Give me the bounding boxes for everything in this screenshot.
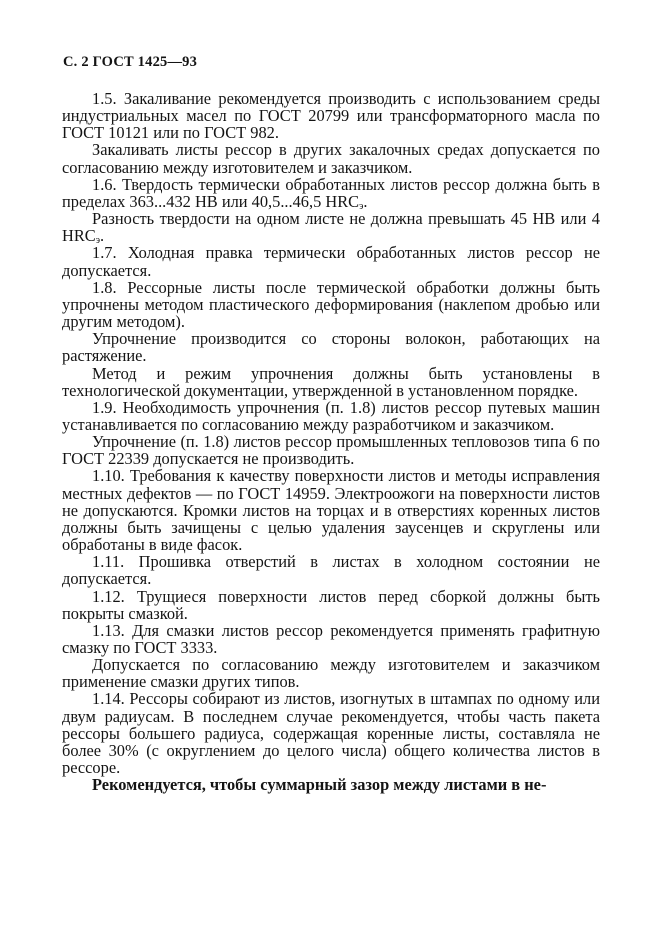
clause-1-5-note: Закаливать листы рессор в других закалочных средах допускается по согласованию между изготовителем и заказчиком. xyxy=(62,140,600,177)
clause-1-8-note-2: Метод и режим упрочнения должны быть установлены в технологической документации, утвержденной в установленном порядке. xyxy=(62,363,600,400)
clause-1-6-note xyxy=(62,209,600,247)
clause-1-14: 1.14. Рессоры собирают из листов, изогнутых в штампах по одному или двум радиусам. В последнем случае рекомендуется, чтобы часть пакета рессоры большего радиуса, содержащая коренные листы, составляла не более 30% (с округлением до целого числа) общего количества листов в рессоре. xyxy=(62,689,600,778)
clause-1-14-note: Рекомендуется, чтобы суммарный зазор между листами в не- xyxy=(92,775,547,795)
clause-1-9: 1.9. Необходимость упрочнения (п. 1.8) листов рессор путевых машин устанавливается по согласованию между разработчиком и заказчиком. xyxy=(62,397,600,434)
clause-1-9-note: Упрочнение (п. 1.8) листов рессор промышленных тепловозов типа 6 по ГОСТ 22339 допускается не производить. xyxy=(62,432,600,469)
clause-1-6-note-text: Разность твердости на одном листе не должна превышать 45 НВ или 4 HRC xyxy=(62,209,600,246)
clause-1-8-note-1: Упрочнение производится со стороны волокон, работающих на растяжение. xyxy=(62,329,600,366)
clause-1-6-text: 1.6. Твердость термически обработанных листов рессор должна быть в пределах 363...432 НВ или 40,5...46,5 HRC xyxy=(62,174,600,211)
hrc-subscript: э xyxy=(95,235,100,247)
clause-1-11: 1.11. Прошивка отверстий в листах в холодном состоянии не допускается. xyxy=(62,552,600,589)
clause-1-13-note: Допускается по согласованию между изготовителем и заказчиком применение смазки других типов. xyxy=(62,655,600,692)
clause-1-6 xyxy=(62,176,600,210)
clause-1-8: 1.8. Рессорные листы после термической обработки должны быть упрочнены методом пластического деформирования (наклепом дробью или другим методом). xyxy=(62,277,600,332)
page-header: С. 2 ГОСТ 1425—93 xyxy=(63,54,198,70)
hrc-subscript: э xyxy=(359,200,364,212)
clause-1-6-end: . xyxy=(363,191,368,211)
clause-1-5: 1.5. Закаливание рекомендуется производить с использованием среды индустриальных масел по ГОСТ 20799 или трансформаторного масла по ГОСТ 10121 или по ГОСТ 982. xyxy=(62,89,600,143)
clause-1-10: 1.10. Требования к качеству поверхности листов и методы исправления местных дефектов — по ГОСТ 14959. Электроожоги на поверхности листов не допускаются. Кромки листов на торцах и в отверстиях коренных листов должны быть зачищены с целью удаления заусенцев и скруглены или обработаны в виде фасок. xyxy=(62,466,600,555)
clause-1-7: 1.7. Холодная правка термически обработанных листов рессор не допускается. xyxy=(62,243,600,280)
body-text xyxy=(62,90,600,793)
clause-1-12: 1.12. Трущиеся поверхности листов перед сборкой должны быть покрыты смазкой. xyxy=(62,586,600,623)
clause-1-13: 1.13. Для смазки листов рессор рекомендуется применять графитную смазку по ГОСТ 3333. xyxy=(62,620,600,657)
clause-1-6-note-end: . xyxy=(100,226,105,246)
